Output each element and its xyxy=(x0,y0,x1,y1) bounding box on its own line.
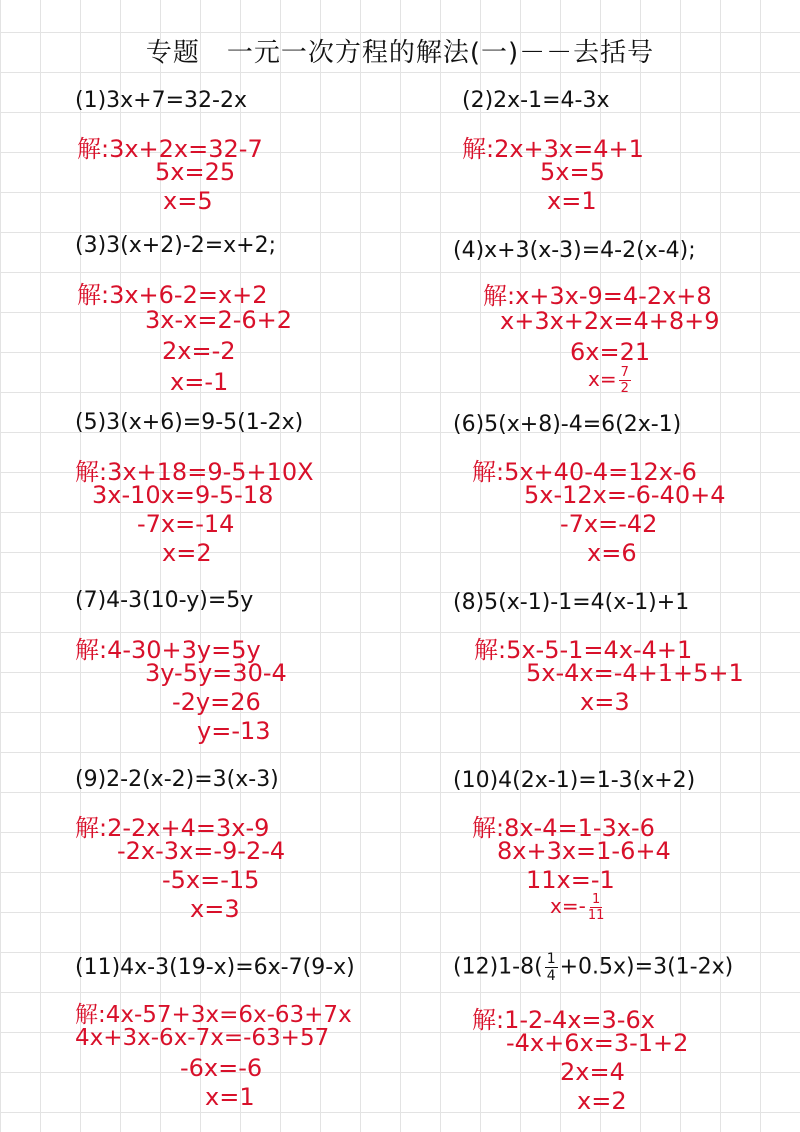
page-title: 专题 一元一次方程的解法(一)－－去括号 xyxy=(145,38,655,68)
problem-7-step-2: 3y-5y=30-4 xyxy=(145,659,287,687)
problem-11-step-2: 4x+3x-6x-7x=-63+57 xyxy=(75,1025,330,1051)
problem-5-step-2: 3x-10x=9-5-18 xyxy=(92,481,274,509)
problem-9-step-2: -2x-3x=-9-2-4 xyxy=(117,837,286,865)
problem-5-step-3: -7x=-14 xyxy=(137,510,235,538)
problem-7-question: (7)4-3(10-y)=5y xyxy=(75,588,254,613)
problem-10-answer-prefix: x=- xyxy=(550,894,586,918)
problem-3-step-1: 解:3x+6-2=x+2 xyxy=(77,281,268,309)
problem-4-question: (4)x+3(x-3)=4-2(x-4); xyxy=(453,238,696,263)
problem-5-step-1: 解:3x+18=9-5+10X xyxy=(75,458,314,486)
problem-8-question: (8)5(x-1)-1=4(x-1)+1 xyxy=(453,590,690,615)
problem-10-step-2: 8x+3x=1-6+4 xyxy=(497,837,671,865)
problem-12-answer: x=2 xyxy=(577,1087,627,1115)
problem-4-answer-fraction xyxy=(619,366,631,395)
problem-6-step-2: 5x-12x=-6-40+4 xyxy=(524,481,726,509)
problem-1-step-1: 解:3x+2x=32-7 xyxy=(77,135,263,163)
problem-9-answer: x=3 xyxy=(190,895,240,923)
problem-11-step-1: 解:4x-57+3x=6x-63+7x xyxy=(75,1002,352,1028)
problem-8-answer: x=3 xyxy=(580,688,630,716)
problem-3-step-3: 2x=-2 xyxy=(162,337,236,365)
problem-11-step-3: -6x=-6 xyxy=(180,1054,263,1082)
problem-6-step-1: 解:5x+40-4=12x-6 xyxy=(472,458,697,486)
problem-4-step-3: 6x=21 xyxy=(570,338,651,366)
problem-5-question: (5)3(x+6)=9-5(1-2x) xyxy=(75,410,304,435)
problem-9-step-3: -5x=-15 xyxy=(162,866,260,894)
problem-7-step-3: -2y=26 xyxy=(172,688,261,716)
problem-12-step-2: -4x+6x=3-1+2 xyxy=(506,1029,689,1057)
problem-9-step-1: 解:2-2x+4=3x-9 xyxy=(75,814,270,842)
problem-5-answer: x=2 xyxy=(162,539,212,567)
problem-12-question-start: (12)1-8( xyxy=(453,954,543,980)
problem-12-question xyxy=(453,952,733,983)
problem-10-question: (10)4(2x-1)=1-3(x+2) xyxy=(453,768,696,793)
problem-7-step-1: 解:4-30+3y=5y xyxy=(75,636,261,664)
fraction-numerator: 7 xyxy=(620,365,629,380)
problem-10-answer xyxy=(550,893,606,922)
problem-1-question: (1)3x+7=32-2x xyxy=(75,88,247,113)
problem-11-question: (11)4x-3(19-x)=6x-7(9-x) xyxy=(75,955,355,980)
problem-3-answer: x=-1 xyxy=(170,368,229,396)
problem-4-step-1: 解:x+3x-9=4-2x+8 xyxy=(483,282,712,310)
problem-6-question: (6)5(x+8)-4=6(2x-1) xyxy=(453,412,682,437)
fraction-numerator: 1 xyxy=(546,951,556,967)
problem-2-step-2: 5x=5 xyxy=(540,158,605,186)
problem-6-answer: x=6 xyxy=(587,539,637,567)
fraction-numerator: 1 xyxy=(591,892,601,907)
fraction-denominator: 2 xyxy=(620,381,629,396)
problem-10-step-1: 解:8x-4=1-3x-6 xyxy=(472,814,655,842)
problem-3-step-2: 3x-x=2-6+2 xyxy=(145,306,293,334)
problem-4-step-2: x+3x+2x=4+8+9 xyxy=(500,307,720,335)
problem-6-step-3: -7x=-42 xyxy=(560,510,658,538)
problem-12-question-fraction xyxy=(545,952,558,983)
problem-2-question: (2)2x-1=4-3x xyxy=(462,88,610,113)
problem-9-question: (9)2-2(x-2)=3(x-3) xyxy=(75,767,279,792)
problem-4-answer xyxy=(588,366,633,395)
problem-11-answer: x=1 xyxy=(205,1083,255,1111)
problem-10-answer-fraction xyxy=(588,893,605,922)
problem-7-answer: y=-13 xyxy=(197,717,271,745)
problem-4-answer-prefix: x= xyxy=(588,367,617,391)
problem-2-answer: x=1 xyxy=(547,187,597,215)
problem-8-step-2: 5x-4x=-4+1+5+1 xyxy=(526,659,744,687)
fraction-denominator: 11 xyxy=(587,908,605,923)
problem-3-question: (3)3(x+2)-2=x+2; xyxy=(75,233,277,258)
problem-12-step-3: 2x=4 xyxy=(560,1058,625,1086)
fraction-denominator: 4 xyxy=(546,968,556,984)
problem-8-step-1: 解:5x-5-1=4x-4+1 xyxy=(474,636,693,664)
problem-1-step-2: 5x=25 xyxy=(155,158,236,186)
problem-12-step-1: 解:1-2-4x=3-6x xyxy=(472,1006,655,1034)
problem-2-step-1: 解:2x+3x=4+1 xyxy=(462,135,644,163)
problem-12-question-end: +0.5x)=3(1-2x) xyxy=(559,954,734,980)
problem-10-step-3: 11x=-1 xyxy=(526,866,615,894)
problem-1-answer: x=5 xyxy=(163,187,213,215)
